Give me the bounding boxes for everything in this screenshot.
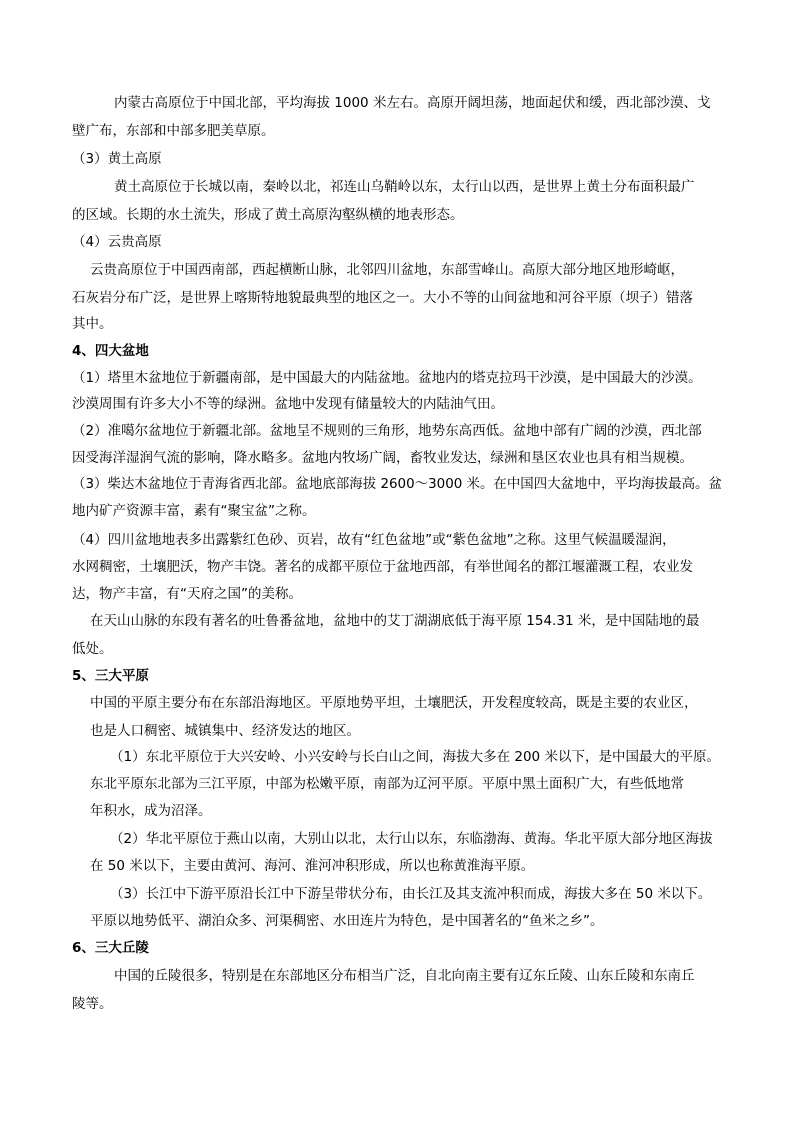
paragraph-line: 平原以地势低平、湖泊众多、河渠稠密、水田连片为特色，是中国著名的“鱼米之乡”。 [90,913,604,929]
paragraph-line: （1）东北平原位于大兴安岭、小兴安岭与长白山之间，海拔大多在 200 米以下，是中国最大的平原。 [110,749,720,765]
paragraph-line: 的区域。长期的水土流失，形成了黄土高原沟壑纵横的地表形态。 [72,207,464,223]
section-heading-three-hills: 6、三大丘陵 [72,940,149,956]
paragraph-line: 陵等。 [72,996,113,1012]
paragraph-line: 中国的平原主要分布在东部沿海地区。平原地势平坦，土壤肥沃，开发程度较高，既是主要的农业区， [90,695,698,711]
paragraph-line: 低处。 [72,641,113,657]
paragraph-line: 水网稠密，土壤肥沃，物产丰饶。著名的成都平原位于盆地西部，有举世闻名的都江堰灌溉工程，农业发 [72,559,693,575]
section-heading-four-basins: 4、四大盆地 [72,343,149,359]
paragraph-line: 在天山山脉的东段有著名的吐鲁番盆地，盆地中的艾丁湖湖底低于海平原 154.31 米，是中国陆地的最 [90,613,700,629]
paragraph-line: （2）华北平原位于燕山以南，大别山以北，太行山以东，东临渤海、黄海。华北平原大部分地区海拔 [110,831,713,847]
paragraph-line: （2）准噶尔盆地位于新疆北部。盆地呈不规则的三角形，地势东高西低。盆地中部有广阔的沙漠，西北部 [72,423,702,439]
paragraph-line: 中国的丘陵很多，特别是在东部地区分布相当广泛，自北向南主要有辽东丘陵、山东丘陵和东南丘 [114,968,695,984]
paragraph-line: 内蒙古高原位于中国北部，平均海拔 1000 米左右。高原开阔坦荡，地面起伏和缓，西北部沙漠、戈 [114,95,711,111]
subsection-heading-loess-plateau: （3）黄土高原 [72,151,162,167]
paragraph-line: 在 50 米以下，主要由黄河、海河、淮河冲积形成，所以也称黄淮海平原。 [90,858,535,874]
paragraph-line: 地内矿产资源丰富，素有“聚宝盆”之称。 [72,503,316,519]
paragraph-line: （1）塔里木盆地位于新疆南部，是中国最大的内陆盆地。盆地内的塔克拉玛干沙漠，是中国最大的沙漠。 [72,370,702,386]
section-heading-three-plains: 5、三大平原 [72,668,149,684]
paragraph-line: 也是人口稠密、城镇集中、经济发达的地区。 [90,723,360,739]
paragraph-line: 其中。 [72,316,113,332]
paragraph-line: 石灰岩分布广泛，是世界上喀斯特地貌最典型的地区之一。大小不等的山间盆地和河谷平原（坝子）错落 [72,290,693,306]
paragraph-line: 东北平原东北部为三江平原，中部为松嫩平原，南部为辽河平原。平原中黑土面积广大，有些低地常 [90,776,684,792]
paragraph-line: 沙漠周围有许多大小不等的绿洲。盆地中发现有储量较大的内陆油气田。 [72,396,504,412]
paragraph-line: 壁广布，东部和中部多肥美草原。 [72,123,275,139]
paragraph-line: 达，物产丰富，有“天府之国”的美称。 [72,586,302,602]
paragraph-line: （4）四川盆地地表多出露紫红色砂、页岩，故有“红色盆地”或“紫色盆地”之称。这里气候温暖湿润， [72,532,676,548]
paragraph-line: （3）长江中下游平原沿长江中下游呈带状分布，由长江及其支流冲积而成，海拔大多在 50 米以下。 [110,886,712,902]
paragraph-line: 黄土高原位于长城以南，秦岭以北，祁连山乌鞘岭以东，太行山以西，是世界上黄土分布面积最广 [114,179,695,195]
paragraph-line: （3）柴达木盆地位于青海省西北部。盆地底部海拔 2600～3000 米。在中国四大盆地中，平均海拔最高。盆 [72,476,722,492]
paragraph-line: 因受海洋湿润气流的影响，降水略多。盆地内牧场广阔，畜牧业发达，绿洲和垦区农业也具有相当规模。 [72,450,693,466]
paragraph-line: 云贵高原位于中国西南部，西起横断山脉，北邻四川盆地，东部雪峰山。高原大部分地区地形崎岖， [90,262,684,278]
subsection-heading-yungui-plateau: （4）云贵高原 [72,234,162,250]
paragraph-line: 年积水，成为沼泽。 [90,803,212,819]
